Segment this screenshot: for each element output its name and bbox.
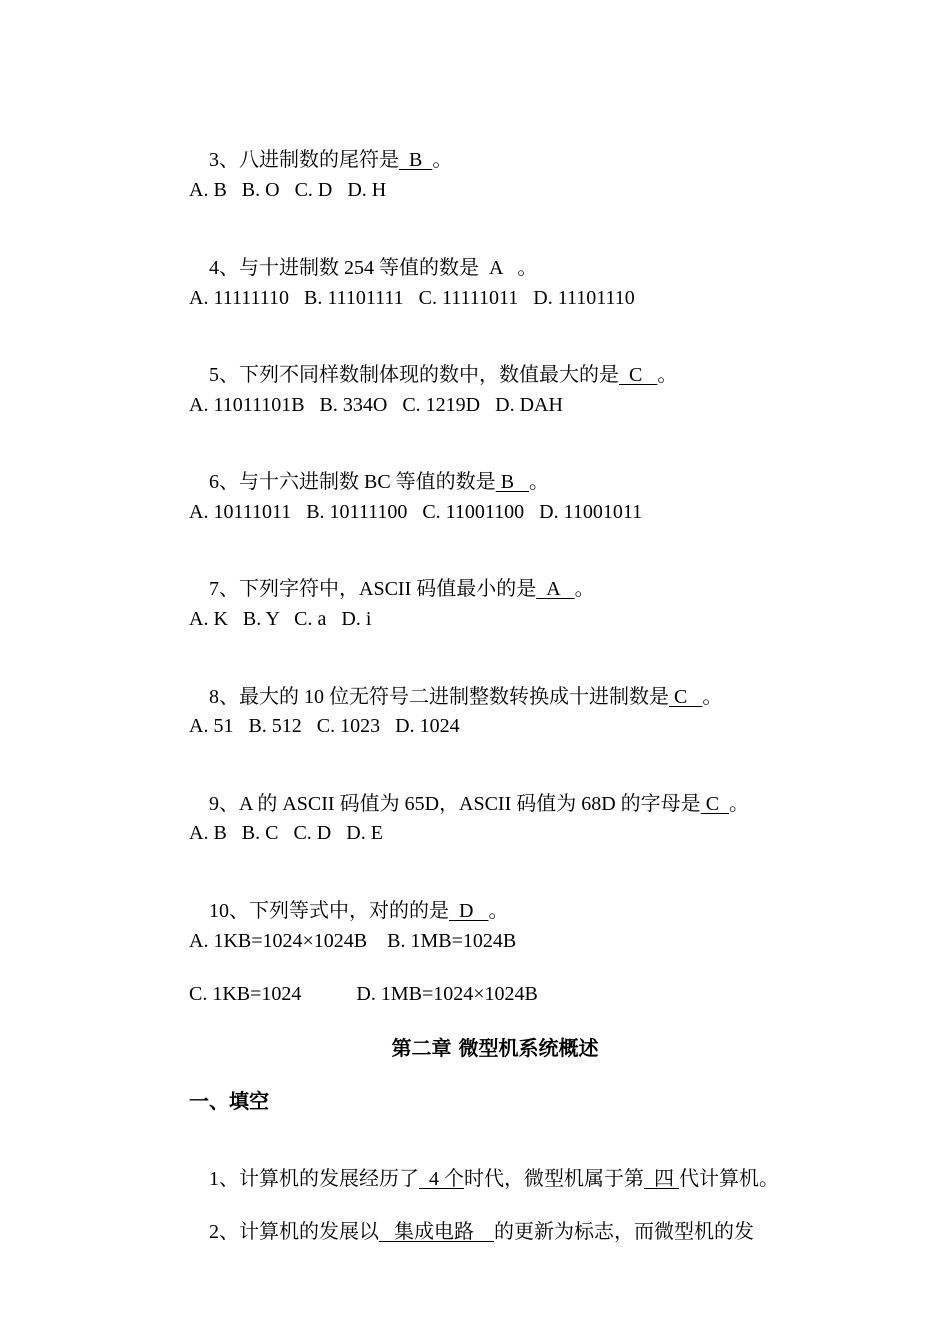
question-9-options: A. B B. C C. D D. E <box>189 822 383 844</box>
question-3-options: A. B B. O C. D D. H <box>189 179 387 201</box>
question-text: 8、最大的 10 位无符号二进制整数转换成十进制数是 <box>209 686 669 708</box>
answer-blank: 4 个 <box>419 1168 464 1190</box>
answer-blank: C <box>700 793 730 815</box>
answer-blank: C <box>619 364 658 386</box>
answer-blank: 集成电路 <box>379 1221 494 1243</box>
answer-blank: A <box>489 257 503 279</box>
section-title: 一、填空 <box>189 1089 269 1113</box>
question-text: 的更新为标志，而微型机的发 <box>494 1221 754 1243</box>
question-text: 3、八进制数的尾符是 <box>209 149 399 171</box>
question-end: 。 <box>529 471 550 493</box>
question-5-options: A. 11011101B B. 334O C. 1219D D. DAH <box>189 394 563 416</box>
chapter-title: 第二章 微型机系统概述 <box>391 1036 599 1060</box>
question-4-options: A. 11111110 B. 11101111 C. 11111011 D. 11101110 <box>189 287 635 309</box>
question-8-options: A. 51 B. 512 C. 1023 D. 1024 <box>189 715 460 737</box>
answer-blank: C <box>669 686 703 708</box>
question-end: 。 <box>488 900 509 922</box>
answer-blank: B <box>495 471 530 493</box>
answer-blank: 四 <box>644 1168 679 1190</box>
question-text: 1、计算机的发展经历了 <box>209 1168 419 1190</box>
question-end: 。 <box>502 257 538 279</box>
question-text: 10、下列等式中，对的的是 <box>209 900 449 922</box>
question-10-options-cd: C. 1KB=1024 D. 1MB=1024×1024B <box>189 983 538 1005</box>
fill-question-2 <box>189 1196 754 1268</box>
question-end: 。 <box>574 578 595 600</box>
question-text: 5、下列不同样数制体现的数中，数值最大的是 <box>209 364 619 386</box>
question-6-options: A. 10111011 B. 10111100 C. 11001100 D. 11001011 <box>189 501 643 523</box>
question-end: 。 <box>657 364 678 386</box>
question-end: 。 <box>432 149 453 171</box>
question-10-options-ab: A. 1KB=1024×1024B B. 1MB=1024B <box>189 930 517 952</box>
answer-blank: B <box>399 149 433 171</box>
question-text: 2、计算机的发展以 <box>209 1221 379 1243</box>
question-text: 4、与十进制数 254 等值的数是 <box>209 257 489 279</box>
question-7-options: A. K B. Y C. a D. i <box>189 608 372 630</box>
question-text: 6、与十六进制数 BC 等值的数是 <box>209 471 496 493</box>
question-text: 代计算机。 <box>679 1168 779 1190</box>
question-end: 。 <box>702 686 723 708</box>
question-text: 9、A 的 ASCII 码值为 65D，ASCII 码值为 68D 的字母是 <box>209 793 701 815</box>
question-text: 7、下列字符中，ASCII 码值最小的是 <box>209 578 537 600</box>
question-text: 时代，微型机属于第 <box>464 1168 644 1190</box>
answer-blank: D <box>449 900 489 922</box>
question-end: 。 <box>729 793 750 815</box>
answer-blank: A <box>536 578 575 600</box>
